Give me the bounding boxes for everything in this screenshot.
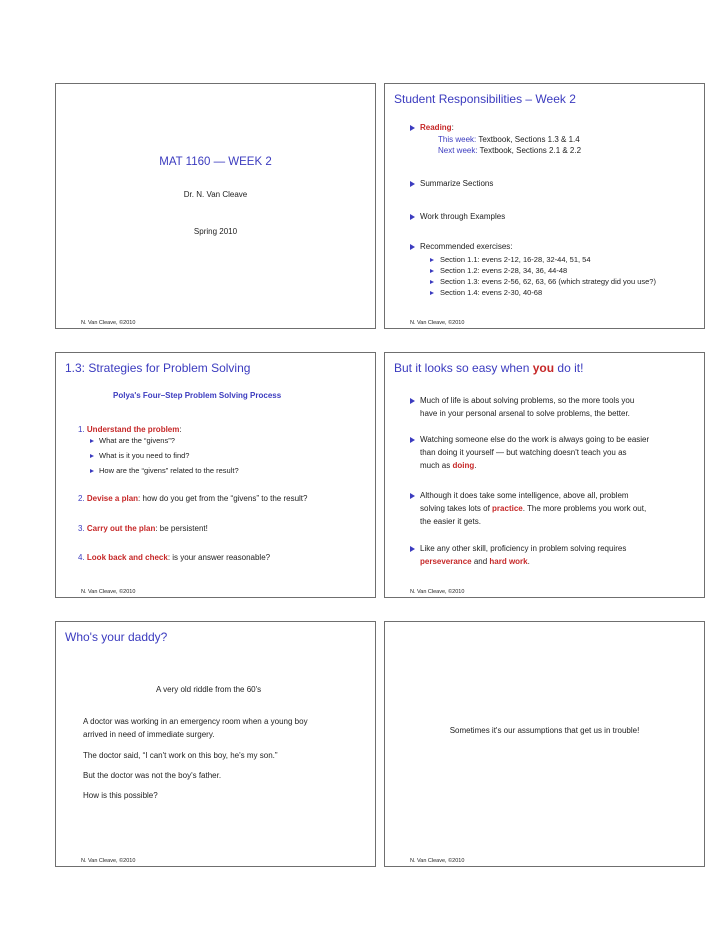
slide-title: 1.3: Strategies for Problem Solving xyxy=(65,361,251,375)
slide-3-strategies xyxy=(55,352,376,598)
bullet-line: Watching someone else do the work is always going to be easier xyxy=(420,435,650,444)
riddle-heading: A very old riddle from the 60's xyxy=(156,685,262,694)
slide-1-title xyxy=(55,83,376,329)
reading-item xyxy=(420,122,454,133)
riddle-text: The doctor said, “I can't work on this boy, he's my son.” xyxy=(83,751,278,760)
step-label: Devise a plan xyxy=(86,494,139,503)
riddle-text: arrived in need of immediate surgery. xyxy=(83,730,215,739)
bullet-examples: Work through Examples xyxy=(420,212,506,221)
step-label: Understand the problem xyxy=(86,425,180,434)
exercise-item: Section 1.3: evens 2-56, 62, 63, 66 (which strategy did you use?) xyxy=(440,277,656,286)
bullet-line: than doing it yourself — but watching doesn't teach you as xyxy=(420,448,627,457)
term: Spring 2010 xyxy=(193,227,238,236)
bullet-line xyxy=(420,460,476,471)
text-emphasis: doing xyxy=(452,461,475,470)
step-1-sub: What is it you need to find? xyxy=(99,451,190,460)
riddle-text: A doctor was working in an emergency room when a young boy xyxy=(83,717,308,726)
slide-title xyxy=(394,361,583,375)
this-week-text: Textbook, Sections 1.3 & 1.4 xyxy=(478,135,580,144)
course-title: MAT 1160 — WEEK 2 xyxy=(159,156,272,168)
bullet-icon xyxy=(410,398,415,404)
bullet-icon xyxy=(410,546,415,552)
next-week-label: Next week: xyxy=(438,146,478,155)
text-emphasis: perseverance xyxy=(420,557,472,566)
this-week-label: This week: xyxy=(438,135,477,144)
bullet-icon xyxy=(410,214,415,220)
sub-bullet-icon xyxy=(430,280,434,284)
bullet-line xyxy=(420,503,646,514)
slide-footer: N. Van Cleave, ©2010 xyxy=(81,320,136,326)
bullet-line: have in your personal arsenal to solve problems, the better. xyxy=(420,409,630,418)
next-week-line xyxy=(438,145,581,156)
step-4 xyxy=(78,552,270,563)
slide-footer: N. Van Cleave, ©2010 xyxy=(410,858,465,864)
step-colon: : xyxy=(179,425,182,434)
text-emphasis: hard work xyxy=(489,557,528,566)
title-post: do it! xyxy=(554,361,584,375)
step-number: 3. xyxy=(78,524,85,533)
slide-title: Student Responsibilities – Week 2 xyxy=(394,92,576,106)
polya-subtitle: Polya's Four–Step Problem Solving Process xyxy=(113,391,282,400)
sub-bullet-icon xyxy=(90,469,94,473)
text-emphasis: practice xyxy=(492,504,523,513)
text-post: . The more problems you work out, xyxy=(522,504,647,513)
bullet-icon xyxy=(410,493,415,499)
step-label: Look back and check xyxy=(86,553,168,562)
step-1-sub: How are the “givens” related to the result? xyxy=(99,466,239,475)
slide-title: Who's your daddy? xyxy=(65,630,168,644)
exercise-item: Section 1.2: evens 2-28, 34, 36, 44-48 xyxy=(440,266,568,275)
bullet-line: Although it does take some intelligence, above all, problem xyxy=(420,491,629,500)
riddle-question: How is this possible? xyxy=(83,791,158,800)
slide-6-assumptions xyxy=(384,621,705,867)
reading-label: Reading xyxy=(420,123,452,132)
slide-2-responsibilities xyxy=(384,83,705,329)
title-pre: But it looks so easy when xyxy=(394,361,533,375)
this-week-line xyxy=(438,134,580,145)
sub-bullet-icon xyxy=(430,269,434,273)
slide-5-riddle xyxy=(55,621,376,867)
text-pre: solving takes lots of xyxy=(420,504,493,513)
slide-footer: N. Van Cleave, ©2010 xyxy=(81,858,136,864)
slide-footer: N. Van Cleave, ©2010 xyxy=(410,589,465,595)
step-1 xyxy=(78,424,182,435)
text-mid: and xyxy=(471,557,490,566)
step-text: : how do you get from the “givens” to the result? xyxy=(138,494,308,503)
text-post: . xyxy=(527,557,530,566)
bullet-icon xyxy=(410,181,415,187)
sub-bullet-icon xyxy=(430,291,434,295)
step-text: : is your answer reasonable? xyxy=(167,553,271,562)
bullet-line: the easier it gets. xyxy=(420,517,481,526)
slide-footer: N. Van Cleave, ©2010 xyxy=(410,320,465,326)
bullet-icon xyxy=(410,437,415,443)
text-post: . xyxy=(474,461,477,470)
step-number: 1. xyxy=(78,425,85,434)
bullet-line xyxy=(420,556,530,567)
exercise-item: Section 1.4: evens 2-30, 40-68 xyxy=(440,288,543,297)
next-week-text: Textbook, Sections 2.1 & 2.2 xyxy=(479,146,582,155)
title-emphasis: you xyxy=(532,361,555,375)
step-number: 2. xyxy=(78,494,85,503)
bullet-icon xyxy=(410,125,415,131)
reading-colon: : xyxy=(451,123,454,132)
sub-bullet-icon xyxy=(430,258,434,262)
sub-bullet-icon xyxy=(90,439,94,443)
riddle-text: But the doctor was not the boy's father. xyxy=(83,771,222,780)
bullet-exercises: Recommended exercises: xyxy=(420,242,513,251)
step-label: Carry out the plan xyxy=(86,524,156,533)
step-1-sub: What are the “givens”? xyxy=(99,436,175,445)
sub-bullet-icon xyxy=(90,454,94,458)
exercise-item: Section 1.1: evens 2-12, 16-28, 32-44, 51, 54 xyxy=(440,255,591,264)
bullet-line: Much of life is about solving problems, so the more tools you xyxy=(420,396,635,405)
text-pre: much as xyxy=(420,461,453,470)
assumptions-text: Sometimes it's our assumptions that get us in trouble! xyxy=(449,726,640,735)
step-text: : be persistent! xyxy=(155,524,208,533)
step-number: 4. xyxy=(78,553,85,562)
author: Dr. N. Van Cleave xyxy=(183,190,248,199)
slide-4-easy xyxy=(384,352,705,598)
bullet-line: Like any other skill, proficiency in problem solving requires xyxy=(420,544,627,553)
slide-footer: N. Van Cleave, ©2010 xyxy=(81,589,136,595)
bullet-icon xyxy=(410,244,415,250)
step-2 xyxy=(78,493,307,504)
step-3 xyxy=(78,523,208,534)
bullet-summarize: Summarize Sections xyxy=(420,179,494,188)
